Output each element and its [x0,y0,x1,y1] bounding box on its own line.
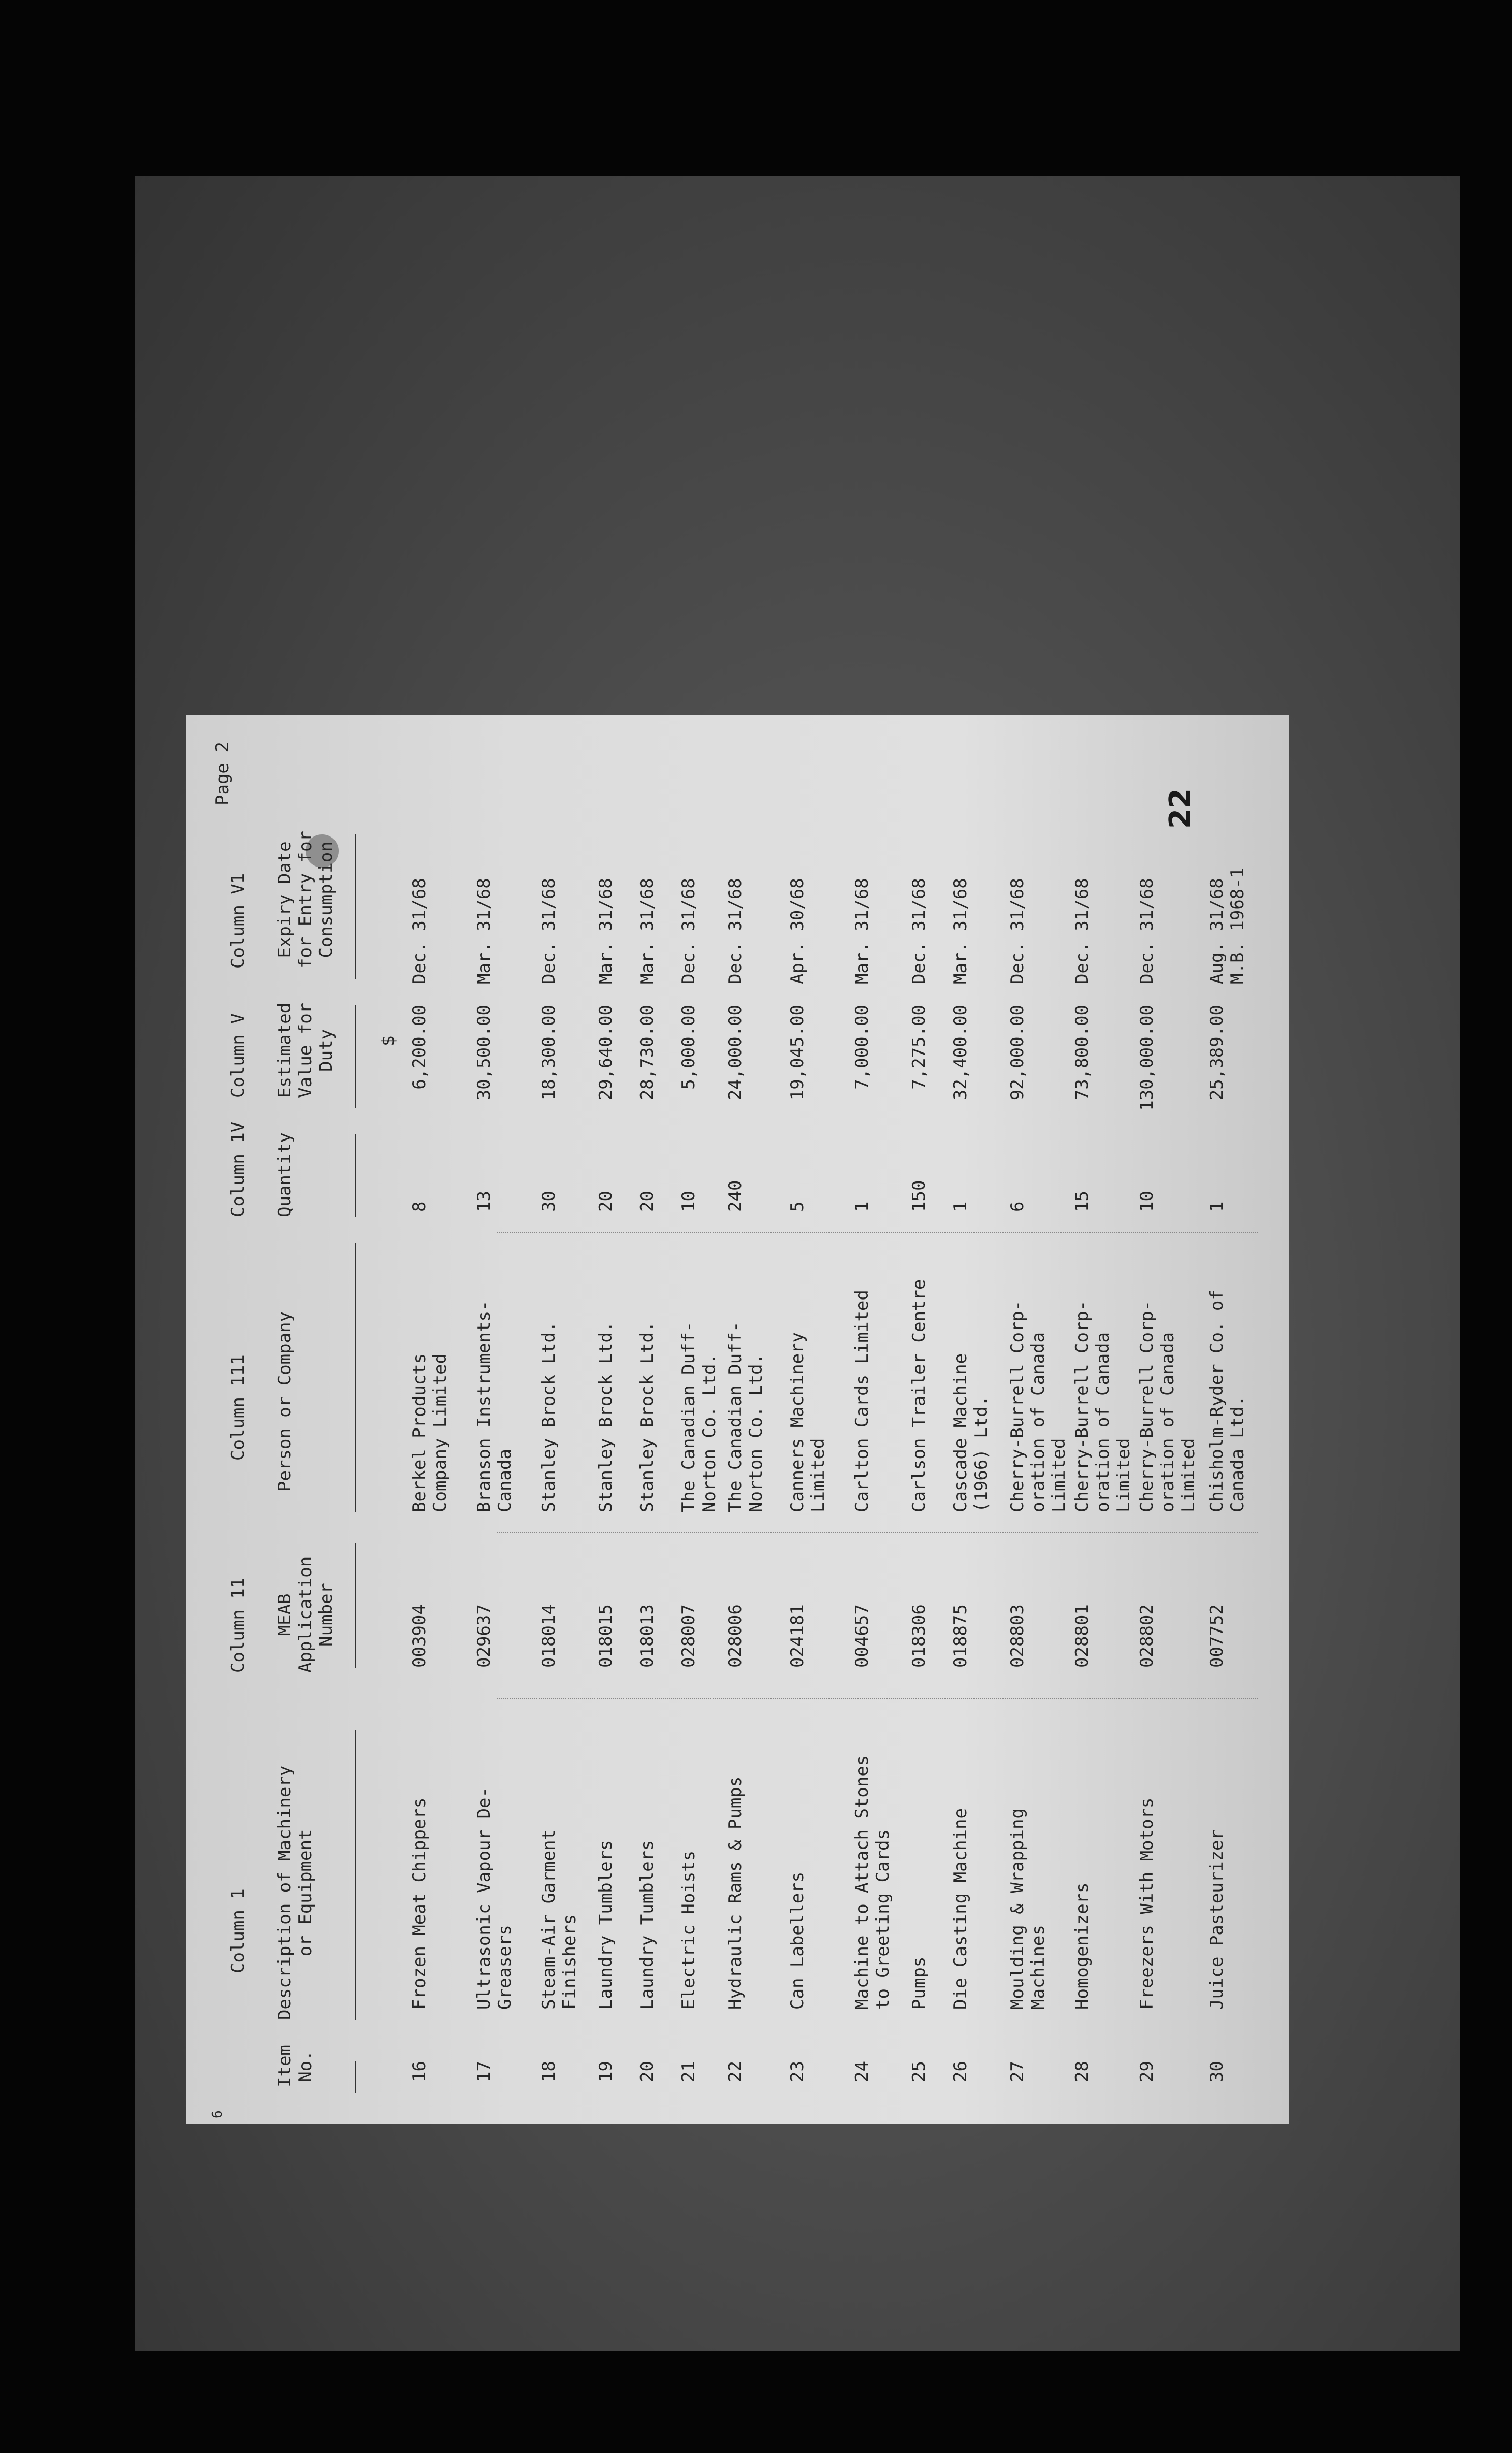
item-no: 25 [909,2061,929,2082]
item-no: 24 [852,2061,873,2082]
estimated-value: 29,640.00 [595,1005,616,1101]
quantity: 1 [1206,1201,1227,1212]
expiry-date: Dec. 31/68 [678,878,699,984]
description: Ultrasonic Vapour De- Greasers [474,1787,515,2010]
description: Pumps [909,1956,929,2010]
quantity: 8 [409,1201,430,1212]
expiry-date: Mar. 31/68 [950,878,971,984]
estimated-value: 73,800.00 [1072,1005,1093,1101]
estimated-value: 7,275.00 [909,1005,929,1090]
company: The Canadian Duff- Norton Co. Ltd. [678,1321,720,1512]
estimated-value: 7,000.00 [852,1005,873,1090]
table-row [787,715,860,2124]
expiry-date: Dec. 31/68 [909,878,929,984]
document-page [186,715,1289,2124]
page-label: Page 2 [212,742,233,805]
company: Carlson Trailer Centre [909,1279,929,1512]
quantity: 1 [852,1201,873,1212]
estimated-value: 19,045.00 [787,1005,808,1101]
item-no: 23 [787,2061,808,2082]
header-value: Estimated Value for Duty [274,1002,337,1098]
quantity: 5 [787,1201,808,1212]
company: Branson Instruments- Canada [474,1300,515,1512]
application-number: 007752 [1206,1604,1227,1668]
estimated-value: 24,000.00 [725,1005,746,1101]
quantity: 20 [637,1191,658,1212]
application-number: 018015 [595,1604,616,1668]
expiry-date: Mar. 31/68 [595,878,616,984]
company: Berkel Products Company Limited [409,1353,450,1512]
quantity: 6 [1007,1201,1028,1212]
quantity: 30 [539,1191,559,1212]
table-row [474,715,546,2124]
description: Juice Pasteurizer [1206,1829,1227,2010]
header-rule [355,1543,356,1668]
expiry-date: Mar. 31/68 [474,878,495,984]
application-number: 004657 [852,1604,873,1668]
description: Moulding & Wrapping Machines [1007,1808,1049,2010]
header-application: MEAB Application Number [274,1556,337,1673]
application-number: 018014 [539,1604,559,1668]
quantity: 240 [725,1180,746,1212]
application-number: 029637 [474,1604,495,1668]
expiry-date: Dec. 31/68 [1007,878,1028,984]
description: Frozen Meat Chippers [409,1797,430,2010]
item-no: 28 [1072,2061,1093,2082]
expiry-date: Mar. 31/68 [852,878,873,984]
application-number: 028007 [678,1604,699,1668]
description: Laundry Tumblers [637,1840,658,2010]
header-rule [355,2061,356,2093]
company: Cherry-Burrell Corp- oration of Canada Limited [1007,1300,1069,1512]
company: Cascade Machine (1966) Ltd. [950,1353,992,1512]
item-no: 27 [1007,2061,1028,2082]
expiry-date: Dec. 31/68 [1137,878,1157,984]
table-row [1206,715,1279,2124]
company: Cherry-Burrell Corp- oration of Canada Limited [1137,1300,1199,1512]
expiry-date: Dec. 31/68 [1072,878,1093,984]
table-row [1007,715,1080,2124]
company: Stanley Brock Ltd. [637,1321,658,1512]
table-row [409,715,482,2124]
quantity: 20 [595,1191,616,1212]
expiry-date: Dec. 31/68 [539,878,559,984]
table-row [1072,715,1144,2124]
item-no: 22 [725,2061,746,2082]
expiry-date: Dec. 31/68 [409,878,430,984]
estimated-value: 130,000.00 [1137,1005,1157,1111]
expiry-date: Apr. 30/68 [787,878,808,984]
company: The Canadian Duff- Norton Co. Ltd. [725,1321,766,1512]
description: Laundry Tumblers [595,1840,616,2010]
description: Can Labellers [787,1871,808,2010]
item-no: 30 [1206,2061,1227,2082]
application-number: 003904 [409,1604,430,1668]
application-number: 018013 [637,1604,658,1668]
quantity: 10 [1137,1191,1157,1212]
item-no: 29 [1137,2061,1157,2082]
header-rule [355,834,356,979]
estimated-value: 30,500.00 [474,1005,495,1101]
quantity: 15 [1072,1191,1093,1212]
application-number: 028006 [725,1604,746,1668]
page-number: 22 [1164,788,1197,829]
description: Steam-Air Garment Finishers [539,1829,580,2010]
expiry-date: Dec. 31/68 [725,878,746,984]
currency-symbol: $ [378,1035,399,1046]
table-row [1137,715,1209,2124]
description: Freezers With Motors [1137,1797,1157,2010]
estimated-value: 92,000.00 [1007,1005,1028,1101]
description: Electric Hoists [678,1850,699,2010]
description: Machine to Attach Stones to Greeting Cards [852,1755,893,2010]
item-no: 16 [409,2061,430,2082]
application-number: 024181 [787,1604,808,1668]
header-quantity: Quantity [274,1132,295,1217]
estimated-value: 25,389.00 [1206,1005,1227,1101]
application-number: 028803 [1007,1604,1028,1668]
item-no: 26 [950,2061,971,2082]
description: Die Casting Machine [950,1808,971,2010]
header-company: Person or Company [274,1311,295,1492]
item-no: 17 [474,2061,495,2082]
company: Cherry-Burrell Corp- oration of Canada Limited [1072,1300,1134,1512]
column-label-3: Column 111 [228,1354,249,1461]
company: Carlton Cards Limited [852,1290,873,1512]
header-description: Description of Machinery or Equipment [274,1765,316,2020]
company: Stanley Brock Ltd. [595,1321,616,1512]
column-label-6: Column V1 [228,873,249,969]
expiry-date: Mar. 31/68 [637,878,658,984]
column-label-2: Column 11 [228,1577,249,1673]
estimated-value: 18,300.00 [539,1005,559,1101]
item-no: 19 [595,2061,616,2082]
application-number: 028801 [1072,1604,1093,1668]
quantity: 1 [950,1201,971,1212]
column-label-1: Column 1 [228,1888,249,1973]
expiry-date: Aug. 31/68 M.B. 1968-1 [1206,867,1248,984]
estimated-value: 28,730.00 [637,1005,658,1101]
item-no: 20 [637,2061,658,2082]
application-number: 028802 [1137,1604,1157,1668]
table-row [725,715,797,2124]
application-number: 018306 [909,1604,929,1668]
header-expiry: Expiry Date for Entry for Consumption [274,830,337,969]
estimated-value: 6,200.00 [409,1005,430,1090]
column-label-4: Column 1V [228,1121,249,1217]
estimated-value: 5,000.00 [678,1005,699,1090]
header-item-no: Item No. [274,2045,316,2087]
item-no: 21 [678,2061,699,2082]
description: Homogenizers [1072,1882,1093,2010]
company: Chisholm-Ryder Co. of Canada Ltd. [1206,1290,1248,1512]
item-no: 18 [539,2061,559,2082]
description: Hydraulic Rams & Pumps [725,1776,746,2010]
company: Stanley Brock Ltd. [539,1321,559,1512]
margin-mark: 6 [210,2110,225,2118]
header-rule [355,1730,356,2020]
header-rule [355,1134,356,1217]
estimated-value: 32,400.00 [950,1005,971,1101]
column-label-5: Column V [228,1013,249,1098]
quantity: 150 [909,1180,929,1212]
quantity: 13 [474,1191,495,1212]
application-number: 018875 [950,1604,971,1668]
company: Canners Machinery Limited [787,1332,828,1512]
quantity: 10 [678,1191,699,1212]
rotated-table-sheet [186,715,1289,2124]
header-rule [355,1243,356,1512]
header-rule [355,1005,356,1108]
